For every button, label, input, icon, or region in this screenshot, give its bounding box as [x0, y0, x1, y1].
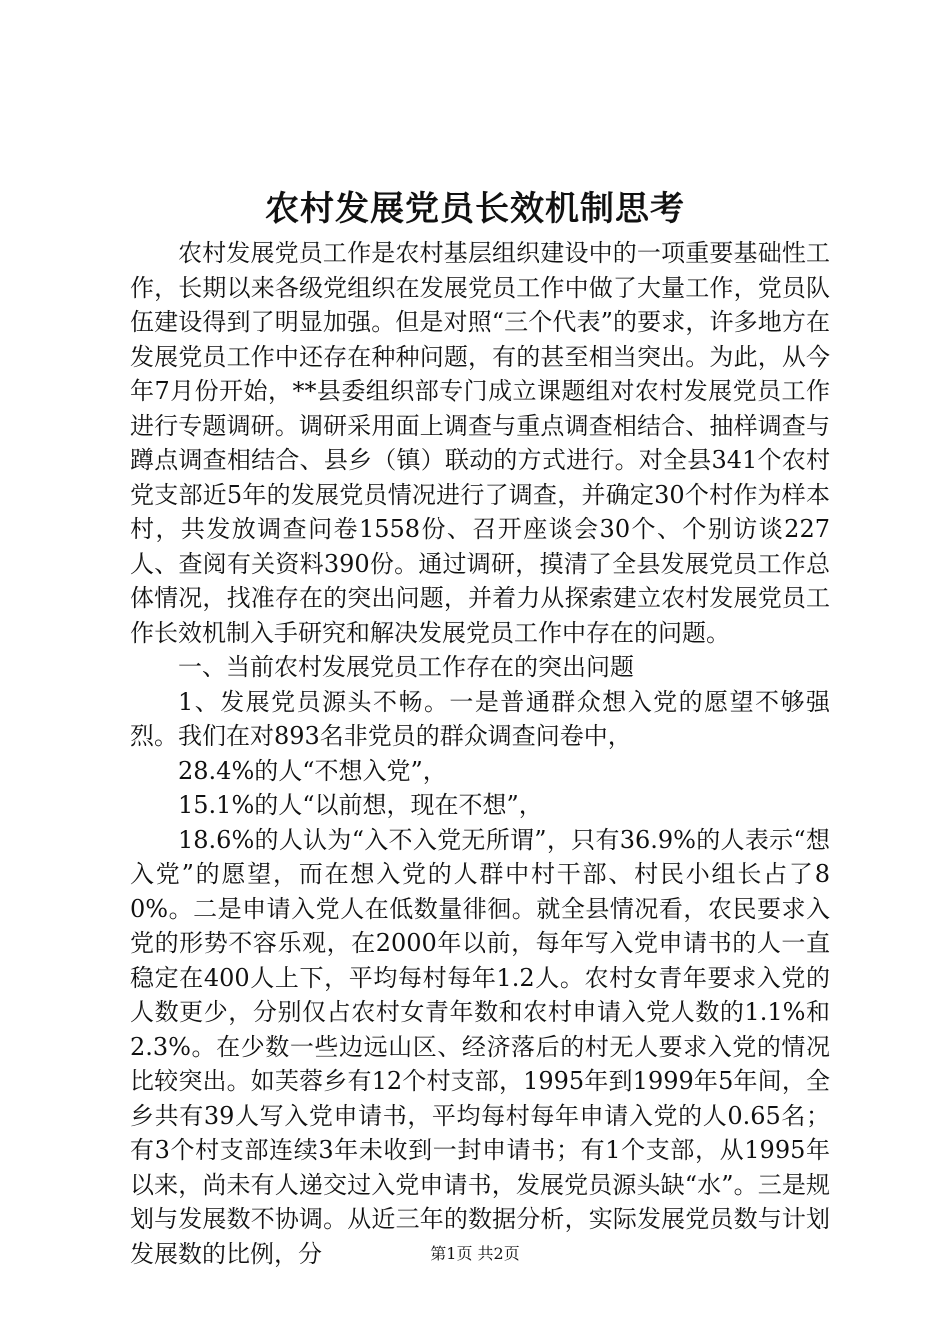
document-body — [130, 236, 830, 1271]
paragraph-stat-3: 18.6%的人认为“入不入党无所谓”，只有36.9%的人表示“想入党”的愿望，而在想入党的人群中村干部、村民小组长占了80%。二是申请入党人在低数量徘徊。就全县情况看，农民要求入党的形势不容乐观，在2000年以前，每年写入党申请书的人一直稳定在400人上下，平均每村每年1.2人。农村女青年要求入党的人数更少，分别仅占农村女青年数和农村申请入党人数的1.1%和2.3%。在少数一些边远山区、经济落后的村无人要求入党的情况比较突出。如芙蓉乡有12个村支部，1995年到1999年5年间，全乡共有39人写入党申请书，平均每村每年申请入党的人0.65名；有3个村支部连续3年未收到一封申请书；有1个支部，从1995年以来，尚未有人递交过入党申请书，发展党员源头缺“水”。三是规划与发展数不协调。从近三年的数据分析，实际发展党员数与计划发展数的比例，分 — [130, 825, 830, 1268]
paragraph-item-1: 1、发展党员源头不畅。一是普通群众想入党的愿望不够强烈。我们在对893名非党员的群众调查问卷中， — [130, 687, 830, 750]
paragraph-stat-2: 15.1%的人“以前想，现在不想”， — [178, 791, 543, 819]
document-title: 农村发展党员长效机制思考 — [265, 189, 685, 229]
page-footer: 第1页 共2页 — [430, 1244, 520, 1263]
paragraph-intro: 农村发展党员工作是农村基层组织建设中的一项重要基础性工作，长期以来各级党组织在发展党员工作中做了大量工作，党员队伍建设得到了明显加强。但是对照“三个代表”的要求，许多地方在发展党员工作中还存在种种问题，有的甚至相当突出。为此，从今年7月份开始，**县委组织部专门成立课题组对农村发展党员工作进行专题调研。调研采用面上调查与重点调查相结合、抽样调查与蹲点调查相结合、县乡（镇）联动的方式进行。对全县341个农村党支部近5年的发展党员情况进行了调查，并确定30个村作为样本村，共发放调查问卷1558份、召开座谈会30个、个别访谈227人、查阅有关资料390份。通过调研，摸清了全县发展党员工作总体情况，找准存在的突出问题，并着力从探索建立农村发展党员工作长效机制入手研究和解决发展党员工作中存在的问题。 — [130, 239, 830, 647]
section-heading: 一、当前农村发展党员工作存在的突出问题 — [178, 653, 634, 681]
paragraph-stat-1: 28.4%的人“不想入党”， — [178, 756, 447, 785]
